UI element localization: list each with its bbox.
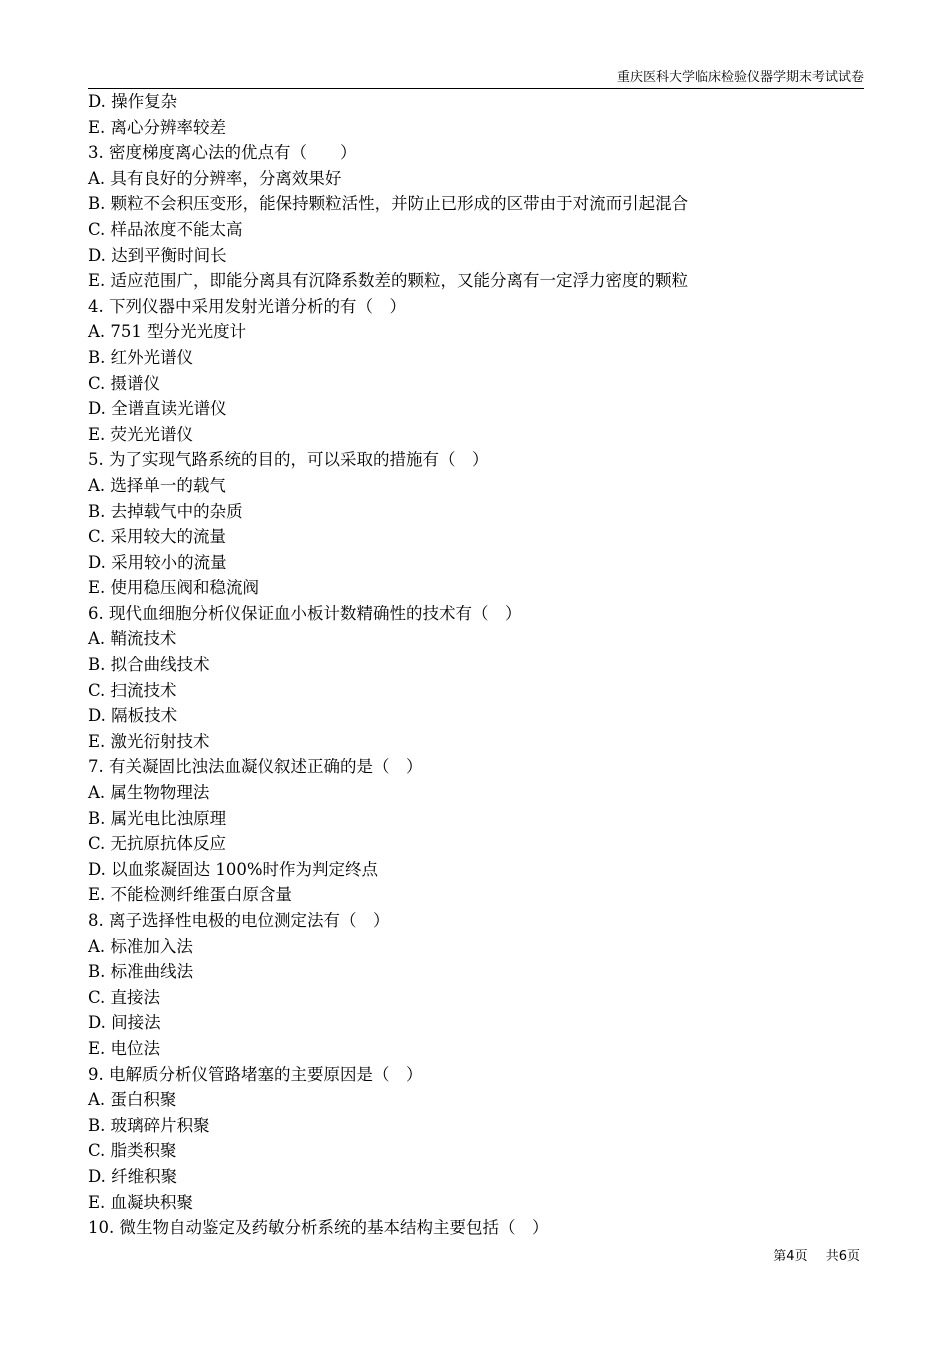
- answer-option: B. 颗粒不会积压变形，能保持颗粒活性，并防止已形成的区带由于对流而引起混合: [88, 194, 689, 214]
- question-stem: 10. 微生物自动鉴定及药敏分析系统的基本结构主要包括（ ）: [88, 1218, 549, 1238]
- answer-option: E. 离心分辨率较差: [88, 117, 227, 137]
- question-stem: 9. 电解质分析仪管路堵塞的主要原因是（ ）: [88, 1064, 423, 1084]
- page-number: 第4页: [773, 1249, 808, 1264]
- question-stem: 8. 离子选择性电极的电位测定法有（ ）: [88, 911, 390, 930]
- page-total: 共6页: [825, 1249, 860, 1264]
- answer-option: B. 拟合曲线技术: [88, 655, 210, 675]
- question-stem: 3. 密度梯度离心法的优点有（ ）: [88, 143, 357, 163]
- answer-option: B. 标准曲线法: [88, 962, 194, 982]
- answer-option: A. 鞘流技术: [88, 629, 177, 649]
- answer-option: C. 摄谱仪: [88, 373, 161, 393]
- question-stem: 4. 下列仪器中采用发射光谱分析的有（ ）: [88, 296, 406, 316]
- answer-option: D. 以血浆凝固达 100%时作为判定终点: [88, 859, 379, 879]
- answer-option: E. 电位法: [88, 1038, 161, 1058]
- answer-option: E. 适应范围广，即能分离具有沉降系数差的颗粒，又能分离有一定浮力密度的颗粒: [88, 271, 689, 291]
- answer-option: A. 标准加入法: [88, 936, 193, 956]
- answer-option: D. 采用较小的流量: [88, 552, 227, 572]
- answer-option: A. 具有良好的分辨率，分离效果好: [88, 168, 342, 188]
- page-footer: [773, 1249, 860, 1265]
- answer-option: C. 采用较大的流量: [88, 527, 227, 547]
- answer-option: A. 751 型分光光度计: [88, 322, 247, 342]
- answer-option: C. 无抗原抗体反应: [88, 834, 227, 854]
- page-header-title: 重庆医科大学临床检验仪器学期末考试试卷: [616, 70, 864, 85]
- answer-option: C. 扫流技术: [88, 680, 177, 700]
- answer-option: A. 属生物物理法: [88, 783, 210, 803]
- answer-option: E. 荧光光谱仪: [88, 424, 194, 444]
- answer-option: C. 样品浓度不能太高: [88, 219, 243, 239]
- answer-option: A. 选择单一的载气: [88, 475, 226, 495]
- answer-option: B. 去掉载气中的杂质: [88, 501, 243, 521]
- answer-option: D. 纤维积聚: [88, 1166, 178, 1186]
- question-stem: 5. 为了实现气路系统的目的，可以采取的措施有（ ）: [88, 450, 489, 470]
- answer-option: D. 达到平衡时间长: [88, 245, 227, 265]
- answer-option: D. 间接法: [88, 1013, 161, 1033]
- question-list: [88, 89, 868, 1241]
- answer-option: B. 红外光谱仪: [88, 347, 194, 367]
- answer-option: D. 操作复杂: [88, 92, 178, 111]
- answer-option: D. 隔板技术: [88, 706, 178, 726]
- answer-option: C. 脂类积聚: [88, 1141, 177, 1161]
- answer-option: E. 使用稳压阀和稳流阀: [88, 578, 260, 598]
- answer-option: E. 不能检测纤维蛋白原含量: [88, 885, 293, 905]
- answer-option: B. 玻璃碎片积聚: [88, 1115, 210, 1135]
- answer-option: C. 直接法: [88, 987, 161, 1007]
- answer-option: B. 属光电比浊原理: [88, 808, 227, 828]
- answer-option: A. 蛋白积聚: [88, 1090, 177, 1110]
- question-stem: 6. 现代血细胞分析仪保证血小板计数精确性的技术有（ ）: [88, 603, 522, 623]
- answer-option: D. 全谱直读光谱仪: [88, 399, 227, 419]
- answer-option: E. 激光衍射技术: [88, 731, 210, 751]
- answer-option: E. 血凝块积聚: [88, 1192, 194, 1212]
- question-stem: 7. 有关凝固比浊法血凝仪叙述正确的是（ ）: [88, 757, 423, 777]
